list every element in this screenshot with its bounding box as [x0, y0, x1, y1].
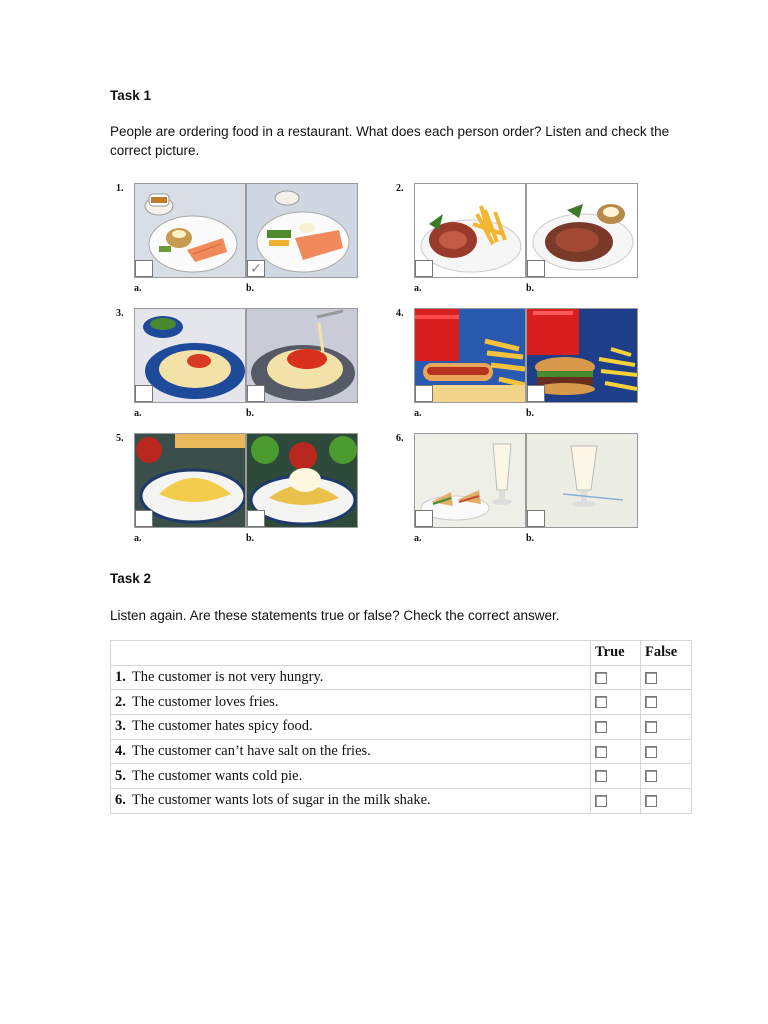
statement-cell: [111, 789, 591, 814]
option-label-b: b.: [246, 533, 255, 544]
statement-number: 4.: [115, 743, 126, 760]
false-checkbox-1[interactable]: [645, 672, 657, 684]
task1-heading: Task 1: [110, 88, 152, 103]
true-column-header: True: [591, 641, 641, 666]
picture-2b-steak-baked-potato[interactable]: [526, 183, 638, 278]
true-cell: [591, 665, 641, 690]
true-checkbox-4[interactable]: [595, 746, 607, 758]
answer-checkbox-3a[interactable]: [135, 385, 153, 402]
false-checkbox-3[interactable]: [645, 721, 657, 733]
answer-checkbox-1b[interactable]: ✓: [247, 260, 265, 277]
answer-checkbox-4b[interactable]: [527, 385, 545, 402]
picture-3a-spaghetti-salad[interactable]: [134, 308, 246, 403]
picture-1b-salmon-vegetables[interactable]: [246, 183, 358, 278]
true-checkbox-6[interactable]: [595, 795, 607, 807]
false-checkbox-2[interactable]: [645, 696, 657, 708]
true-checkbox-2[interactable]: [595, 696, 607, 708]
question-number: 1.: [116, 183, 124, 194]
picture-2a-steak-fries[interactable]: [414, 183, 526, 278]
question-2: [390, 183, 640, 303]
answer-checkbox-1a[interactable]: [135, 260, 153, 277]
false-cell: [641, 665, 692, 690]
answer-checkbox-3b[interactable]: [247, 385, 265, 402]
true-false-table: [110, 640, 692, 814]
table-row: [111, 665, 692, 690]
question-4: [390, 308, 640, 428]
true-cell: [591, 690, 641, 715]
statement-text: The customer wants lots of sugar in the milk shake.: [131, 792, 431, 809]
question-3: [110, 308, 360, 428]
statement-number: 1.: [115, 669, 126, 686]
statement-cell: [111, 665, 591, 690]
picture-5b-apple-pie-ice-cream[interactable]: [246, 433, 358, 528]
false-cell: [641, 715, 692, 740]
false-checkbox-4[interactable]: [645, 746, 657, 758]
statement-cell: [111, 764, 591, 789]
question-6: [390, 433, 640, 553]
statement-header: [111, 641, 591, 666]
true-cell: [591, 764, 641, 789]
table-row: [111, 739, 692, 764]
question-5: [110, 433, 360, 553]
true-checkbox-1[interactable]: [595, 672, 607, 684]
statement-cell: [111, 715, 591, 740]
false-cell: [641, 789, 692, 814]
table-row: [111, 764, 692, 789]
table-row: [111, 690, 692, 715]
true-cell: [591, 715, 641, 740]
statement-number: 5.: [115, 767, 126, 784]
option-label-b: b.: [526, 408, 535, 419]
option-label-b: b.: [526, 533, 535, 544]
false-cell: [641, 739, 692, 764]
false-checkbox-6[interactable]: [645, 795, 657, 807]
option-label-b: b.: [246, 283, 255, 294]
picture-6b-milkshake[interactable]: [526, 433, 638, 528]
answer-checkbox-6b[interactable]: [527, 510, 545, 527]
statement-number: 6.: [115, 792, 126, 809]
statement-text: The customer loves fries.: [131, 693, 279, 710]
picture-4b-hamburger-fries-soda[interactable]: [526, 308, 638, 403]
question-number: 3.: [116, 308, 124, 319]
option-label-a: a.: [414, 283, 422, 294]
answer-checkbox-5b[interactable]: [247, 510, 265, 527]
picture-3b-spaghetti[interactable]: [246, 308, 358, 403]
statement-number: 2.: [115, 693, 126, 710]
table-row: [111, 789, 692, 814]
question-number: 4.: [396, 308, 404, 319]
statement-cell: [111, 690, 591, 715]
option-label-a: a.: [414, 533, 422, 544]
option-label-b: b.: [526, 283, 535, 294]
picture-1a-salmon-potato[interactable]: [134, 183, 246, 278]
statement-number: 3.: [115, 718, 126, 735]
false-cell: [641, 764, 692, 789]
answer-checkbox-2a[interactable]: [415, 260, 433, 277]
true-checkbox-5[interactable]: [595, 770, 607, 782]
statement-text: The customer wants cold pie.: [131, 767, 303, 784]
answer-checkbox-2b[interactable]: [527, 260, 545, 277]
option-label-a: a.: [414, 408, 422, 419]
false-column-header: False: [641, 641, 692, 666]
question-number: 5.: [116, 433, 124, 444]
false-cell: [641, 690, 692, 715]
table-row: [111, 715, 692, 740]
task2-instructions: Listen again. Are these statements true or false? Check the correct answer.: [110, 608, 560, 623]
statement-text: The customer hates spicy food.: [131, 718, 313, 735]
false-checkbox-5[interactable]: [645, 770, 657, 782]
task2-heading: Task 2: [110, 571, 152, 586]
true-checkbox-3[interactable]: [595, 721, 607, 733]
true-cell: [591, 739, 641, 764]
statement-text: The customer is not very hungry.: [131, 669, 324, 686]
option-label-a: a.: [134, 408, 142, 419]
option-label-b: b.: [246, 408, 255, 419]
question-number: 6.: [396, 433, 404, 444]
table-header-row: [111, 641, 692, 666]
answer-checkbox-5a[interactable]: [135, 510, 153, 527]
picture-6a-sandwich-milkshake[interactable]: [414, 433, 526, 528]
statement-text: The customer can’t have salt on the fries.: [131, 743, 371, 760]
option-label-a: a.: [134, 283, 142, 294]
answer-checkbox-6a[interactable]: [415, 510, 433, 527]
option-label-a: a.: [134, 533, 142, 544]
true-cell: [591, 789, 641, 814]
task1-instructions: People are ordering food in a restaurant. What does each person order? Listen and check the correct picture.: [110, 124, 670, 158]
question-number: 2.: [396, 183, 404, 194]
picture-5a-apple-pie[interactable]: [134, 433, 246, 528]
picture-4a-hot-dog-fries-soda[interactable]: [414, 308, 526, 403]
statement-cell: [111, 739, 591, 764]
answer-checkbox-4a[interactable]: [415, 385, 433, 402]
question-1: [110, 183, 360, 303]
